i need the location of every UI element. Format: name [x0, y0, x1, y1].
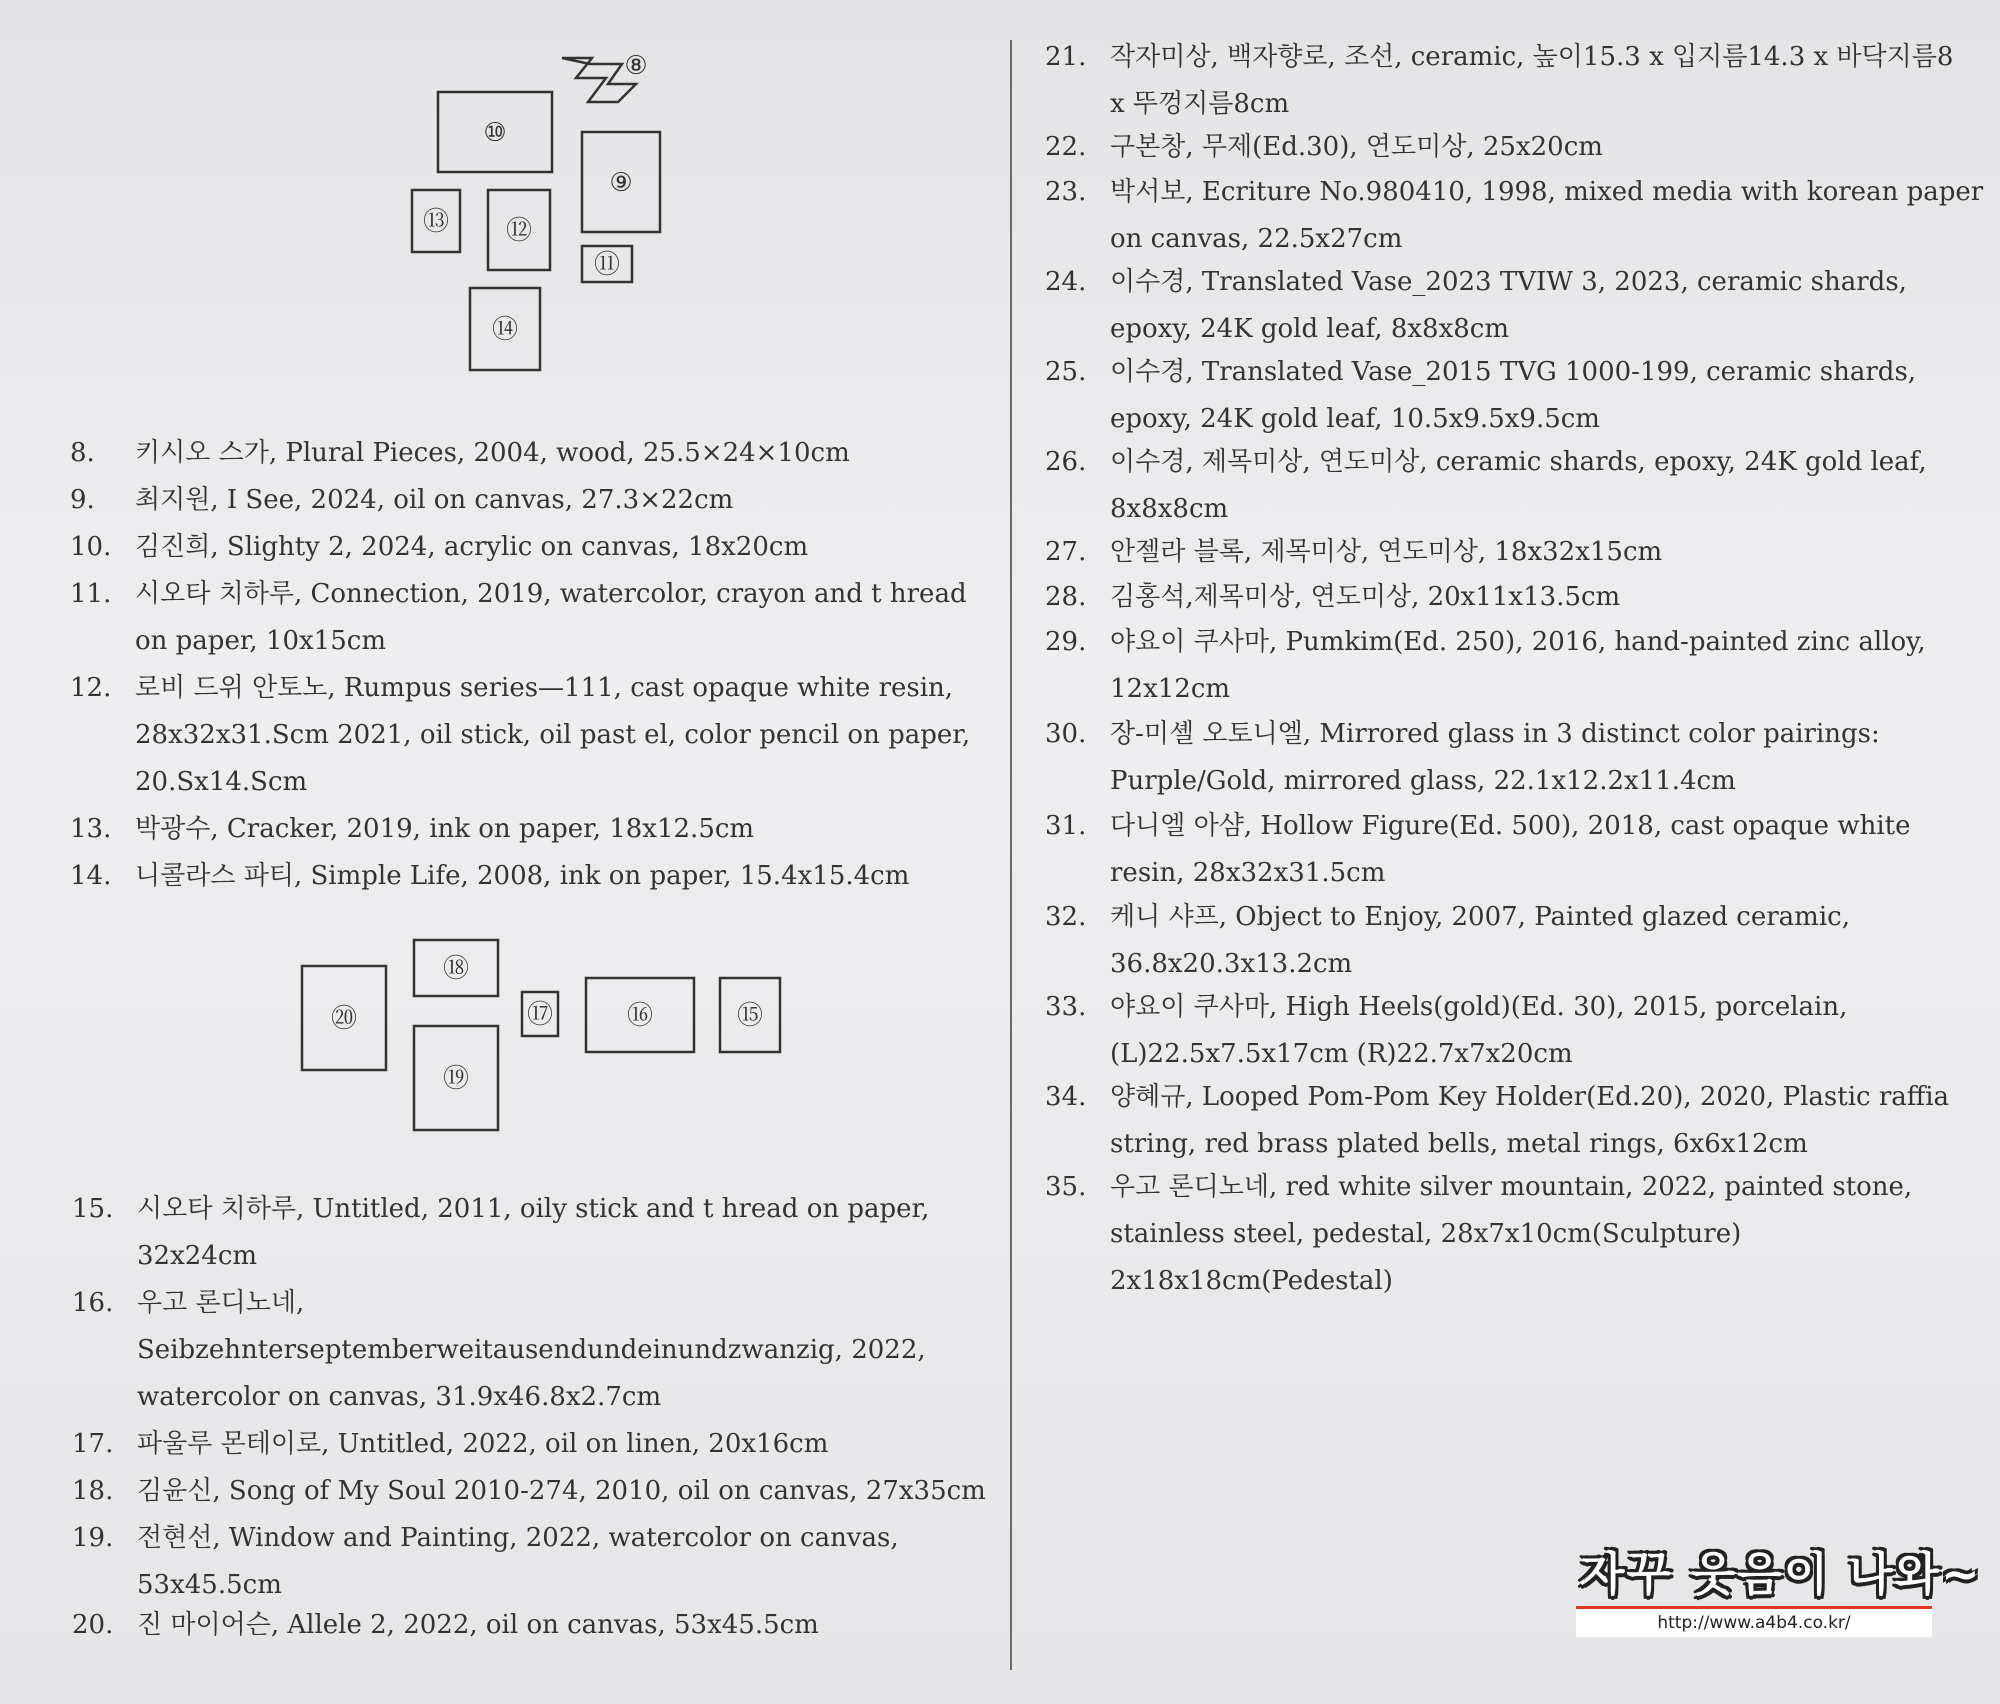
entry-number: 28. — [1045, 582, 1087, 612]
entry-line: 전현선, Window and Painting, 2022, watercolor on canvas, — [137, 1523, 899, 1553]
entry-line: watercolor on canvas, 31.9x46.8x2.7cm — [137, 1382, 662, 1412]
entry-line: 우고 론디노네, — [137, 1288, 305, 1318]
entry-line: 8x8x8cm — [1110, 494, 1229, 524]
entry-line: 시오타 치하루, Untitled, 2011, oily stick and t hread on paper, — [137, 1194, 930, 1224]
entry-number: 24. — [1045, 267, 1087, 297]
entry-number: 26. — [1045, 447, 1087, 477]
column-divider — [1010, 40, 1012, 1670]
entry-line: 32x24cm — [137, 1241, 258, 1271]
entry-number: 17. — [72, 1429, 114, 1459]
entry-line: 야요이 쿠사마, Pumkim(Ed. 250), 2016, hand-painted zinc alloy, — [1110, 627, 1926, 657]
label-12: ⑫ — [505, 216, 533, 246]
label-10: ⑩ — [483, 118, 507, 148]
label-13: ⑬ — [422, 207, 450, 237]
entry-line: 김윤신, Song of My Soul 2010-274, 2010, oil on canvas, 27x35cm — [137, 1476, 986, 1506]
entry-line: (L)22.5x7.5x17cm (R)22.7x7x20cm — [1110, 1039, 1573, 1069]
entry-line: resin, 28x32x31.5cm — [1110, 858, 1386, 888]
label-20: ⑳ — [330, 1004, 358, 1034]
label-15: ⑮ — [736, 1001, 764, 1031]
entry-number: 15. — [72, 1194, 114, 1224]
watermark-text: 자꾸 웃음이 나와~ — [1580, 1547, 1982, 1601]
entry-line: 최지원, I See, 2024, oil on canvas, 27.3×22cm — [135, 485, 734, 515]
entry-line: x 뚜껑지름8cm — [1110, 89, 1290, 119]
entry-number: 19. — [72, 1523, 114, 1553]
entry-line: 김진희, Slighty 2, 2024, acrylic on canvas, 18x20cm — [135, 532, 809, 562]
entry-line: 28x32x31.Scm 2021, oil stick, oil past el, color pencil on paper, — [135, 720, 971, 750]
entry-line: on paper, 10x15cm — [135, 626, 386, 656]
entry-number: 14. — [70, 861, 112, 891]
entry-line: 야요이 쿠사마, High Heels(gold)(Ed. 30), 2015, porcelain, — [1110, 992, 1848, 1022]
label-16: ⑯ — [626, 1001, 654, 1031]
entry-line: 박서보, Ecriture No.980410, 1998, mixed media with korean paper — [1110, 177, 1984, 207]
label-14: ⑭ — [491, 315, 519, 345]
entry-line: 키시오 스가, Plural Pieces, 2004, wood, 25.5×24×10cm — [135, 438, 850, 468]
entry-number: 33. — [1045, 992, 1087, 1022]
entry-line: 양혜규, Looped Pom-Pom Key Holder(Ed.20), 2020, Plastic raffia — [1110, 1082, 1950, 1112]
entry-line: 이수경, 제목미상, 연도미상, ceramic shards, epoxy, 24K gold leaf, — [1110, 447, 1927, 477]
entry-line: 시오타 치하루, Connection, 2019, watercolor, crayon and t hread — [135, 579, 967, 609]
entry-number: 8. — [70, 438, 95, 468]
entry-line: epoxy, 24K gold leaf, 10.5x9.5x9.5cm — [1110, 404, 1600, 434]
label-18: ⑱ — [442, 954, 470, 984]
entry-number: 27. — [1045, 537, 1087, 567]
entry-line: 이수경, Translated Vase_2015 TVG 1000-199, ceramic shards, — [1110, 357, 1917, 387]
entry-line: 이수경, Translated Vase_2023 TVIW 3, 2023, ceramic shards, — [1110, 267, 1907, 297]
entry-number: 25. — [1045, 357, 1087, 387]
entry-line: 20.Sx14.Scm — [135, 767, 308, 797]
entry-number: 23. — [1045, 177, 1087, 207]
entry-line: 구본창, 무제(Ed.30), 연도미상, 25x20cm — [1110, 132, 1603, 162]
label-19: ⑲ — [442, 1064, 470, 1094]
entry-line: 니콜라스 파티, Simple Life, 2008, ink on paper, 15.4x15.4cm — [135, 861, 910, 891]
entry-line: Seibzehnterseptemberweitausendundeinundzwanzig, 2022, — [137, 1335, 926, 1365]
entry-line: string, red brass plated bells, metal rings, 6x6x12cm — [1110, 1129, 1808, 1159]
entry-line: epoxy, 24K gold leaf, 8x8x8cm — [1110, 314, 1510, 344]
entry-number: 9. — [70, 485, 95, 515]
entry-line: 2x18x18cm(Pedestal) — [1110, 1266, 1393, 1296]
entry-line: 53x45.5cm — [137, 1570, 282, 1600]
label-9: ⑨ — [609, 168, 633, 198]
site-watermark — [1570, 1538, 1982, 1638]
entry-number: 18. — [72, 1476, 114, 1506]
entry-number: 12. — [70, 673, 112, 703]
entry-number: 21. — [1045, 42, 1087, 72]
entry-number: 10. — [70, 532, 112, 562]
label-17: ⑰ — [526, 1000, 554, 1030]
entry-line: Purple/Gold, mirrored glass, 22.1x12.2x11.4cm — [1110, 766, 1736, 796]
entry-number: 11. — [70, 579, 112, 609]
entry-line: on canvas, 22.5x27cm — [1110, 224, 1403, 254]
wall-layout-diagram-top — [400, 50, 680, 380]
entry-number: 30. — [1045, 719, 1087, 749]
entry-number: 13. — [70, 814, 112, 844]
entry-line: 다니엘 아샴, Hollow Figure(Ed. 500), 2018, cast opaque white — [1110, 811, 1911, 841]
entry-line: 우고 론디노네, red white silver mountain, 2022, painted stone, — [1110, 1172, 1913, 1202]
entry-number: 32. — [1045, 902, 1087, 932]
entry-line: 김홍석,제목미상, 연도미상, 20x11x13.5cm — [1110, 582, 1621, 612]
entry-line: 36.8x20.3x13.2cm — [1110, 949, 1353, 979]
entry-number: 31. — [1045, 811, 1087, 841]
label-8: ⑧ — [624, 51, 648, 81]
entry-number: 22. — [1045, 132, 1087, 162]
wall-layout-diagram-bottom — [290, 930, 810, 1140]
watermark-url-bar — [1576, 1606, 1932, 1637]
entry-line: 박광수, Cracker, 2019, ink on paper, 18x12.5cm — [135, 814, 755, 844]
entry-line: 작자미상, 백자향로, 조선, ceramic, 높이15.3 x 입지름14.3 x 바닥지름8 — [1110, 42, 1954, 72]
entry-line: 로비 드위 안토노, Rumpus series—111, cast opaque white resin, — [135, 673, 954, 703]
entry-number: 29. — [1045, 627, 1087, 657]
watermark-url: http://www.a4b4.co.kr/ — [1657, 1613, 1851, 1633]
entry-line: 안젤라 블록, 제목미상, 연도미상, 18x32x15cm — [1110, 537, 1663, 567]
entry-line: 12x12cm — [1110, 674, 1231, 704]
entry-number: 35. — [1045, 1172, 1087, 1202]
entry-line: 케니 샤프, Object to Enjoy, 2007, Painted glazed ceramic, — [1110, 902, 1850, 932]
label-11: ⑪ — [593, 250, 621, 280]
entry-line: 진 마이어슨, Allele 2, 2022, oil on canvas, 53x45.5cm — [137, 1610, 819, 1640]
entry-line: stainless steel, pedestal, 28x7x10cm(Sculpture) — [1110, 1219, 1742, 1249]
entry-number: 34. — [1045, 1082, 1087, 1112]
entry-line: 파울루 몬테이로, Untitled, 2022, oil on linen, 20x16cm — [137, 1429, 829, 1459]
entry-number: 16. — [72, 1288, 114, 1318]
entry-number: 20. — [72, 1610, 114, 1640]
entry-line: 장-미셸 오토니엘, Mirrored glass in 3 distinct color pairings: — [1110, 719, 1880, 749]
